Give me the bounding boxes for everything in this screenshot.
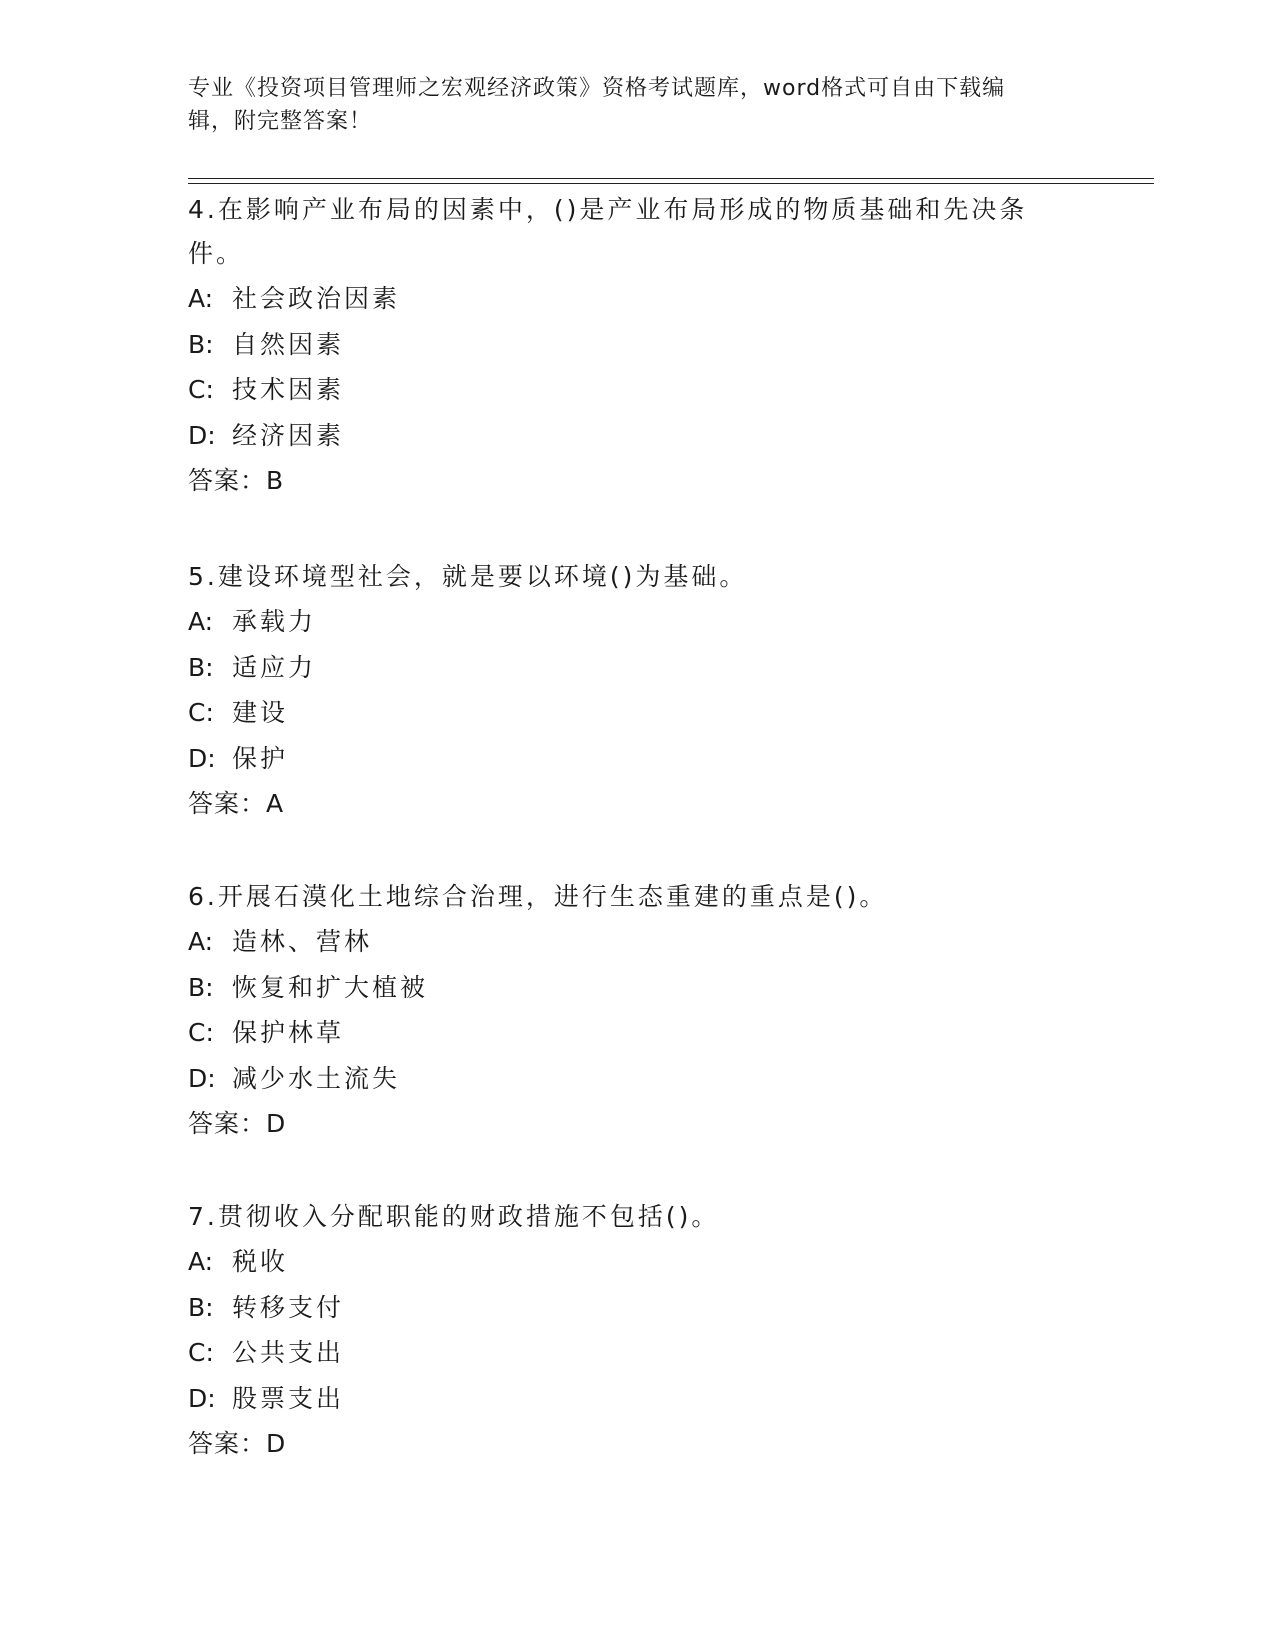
answer: 答案：A (188, 789, 285, 818)
option-key: C: (188, 1338, 214, 1367)
answer: 答案：B (188, 466, 285, 495)
option-b (188, 1285, 1088, 1331)
question-stem-continued: 件。 (188, 239, 245, 268)
answer: 答案：D (188, 1429, 287, 1458)
option-key: B: (188, 329, 214, 359)
header-line-2: 辑，附完整答案！ (188, 109, 373, 134)
option-text: 经济因素 (232, 420, 345, 450)
option-key: D: (188, 420, 216, 450)
option-text: 保护林草 (232, 1018, 345, 1047)
option-text: 技术因素 (232, 375, 345, 404)
option-text: 建设 (232, 698, 289, 727)
option-text: 社会政治因素 (232, 284, 401, 313)
question-4 (188, 188, 1088, 504)
option-key: A: (188, 284, 214, 313)
option-text: 税收 (232, 1247, 289, 1276)
header-divider-top (188, 178, 1154, 179)
question-7 (188, 1195, 1088, 1467)
option-d (188, 413, 1088, 459)
option-c (188, 1330, 1088, 1376)
option-a (188, 1239, 1088, 1285)
option-text: 转移支付 (232, 1292, 345, 1322)
option-text: 股票支出 (232, 1383, 345, 1413)
option-text: 恢复和扩大植被 (232, 972, 429, 1002)
option-a (188, 599, 1088, 645)
option-c (188, 690, 1088, 736)
option-text: 承载力 (232, 607, 317, 636)
question-stem: 7.贯彻收入分配职能的财政措施不包括()。 (188, 1202, 720, 1231)
document-header (188, 72, 1068, 138)
option-c (188, 1010, 1088, 1056)
option-text: 保护 (232, 743, 289, 773)
answer: 答案：D (188, 1109, 287, 1138)
option-key: B: (188, 1292, 214, 1322)
option-b (188, 645, 1088, 691)
question-5 (188, 555, 1088, 827)
option-key: D: (188, 743, 216, 773)
option-d (188, 736, 1088, 782)
header-line-1: 专业《投资项目管理师之宏观经济政策》资格考试题库，word格式可自由下载编 (188, 76, 1006, 101)
option-b (188, 322, 1088, 368)
option-key: C: (188, 698, 214, 727)
option-b (188, 965, 1088, 1011)
option-text: 公共支出 (232, 1338, 345, 1367)
question-6 (188, 875, 1088, 1147)
option-text: 适应力 (232, 652, 317, 682)
option-text: 造林、营林 (232, 927, 373, 956)
option-c (188, 367, 1088, 413)
option-key: B: (188, 652, 214, 682)
option-key: A: (188, 1247, 214, 1276)
option-text: 减少水土流失 (232, 1063, 401, 1093)
option-a (188, 919, 1088, 965)
option-key: C: (188, 1018, 214, 1047)
option-key: A: (188, 927, 214, 956)
option-a (188, 276, 1088, 322)
option-key: D: (188, 1063, 216, 1093)
option-key: C: (188, 375, 214, 404)
option-key: A: (188, 607, 214, 636)
option-key: D: (188, 1383, 216, 1413)
option-d (188, 1376, 1088, 1422)
question-stem: 4.在影响产业布局的因素中，()是产业布局形成的物质基础和先决条 (188, 195, 1028, 224)
option-d (188, 1056, 1088, 1102)
option-key: B: (188, 972, 214, 1002)
question-stem: 5.建设环境型社会，就是要以环境()为基础。 (188, 562, 748, 591)
option-text: 自然因素 (232, 329, 345, 359)
question-stem: 6.开展石漠化土地综合治理，进行生态重建的重点是()。 (188, 882, 888, 911)
header-divider-bottom (188, 183, 1154, 184)
